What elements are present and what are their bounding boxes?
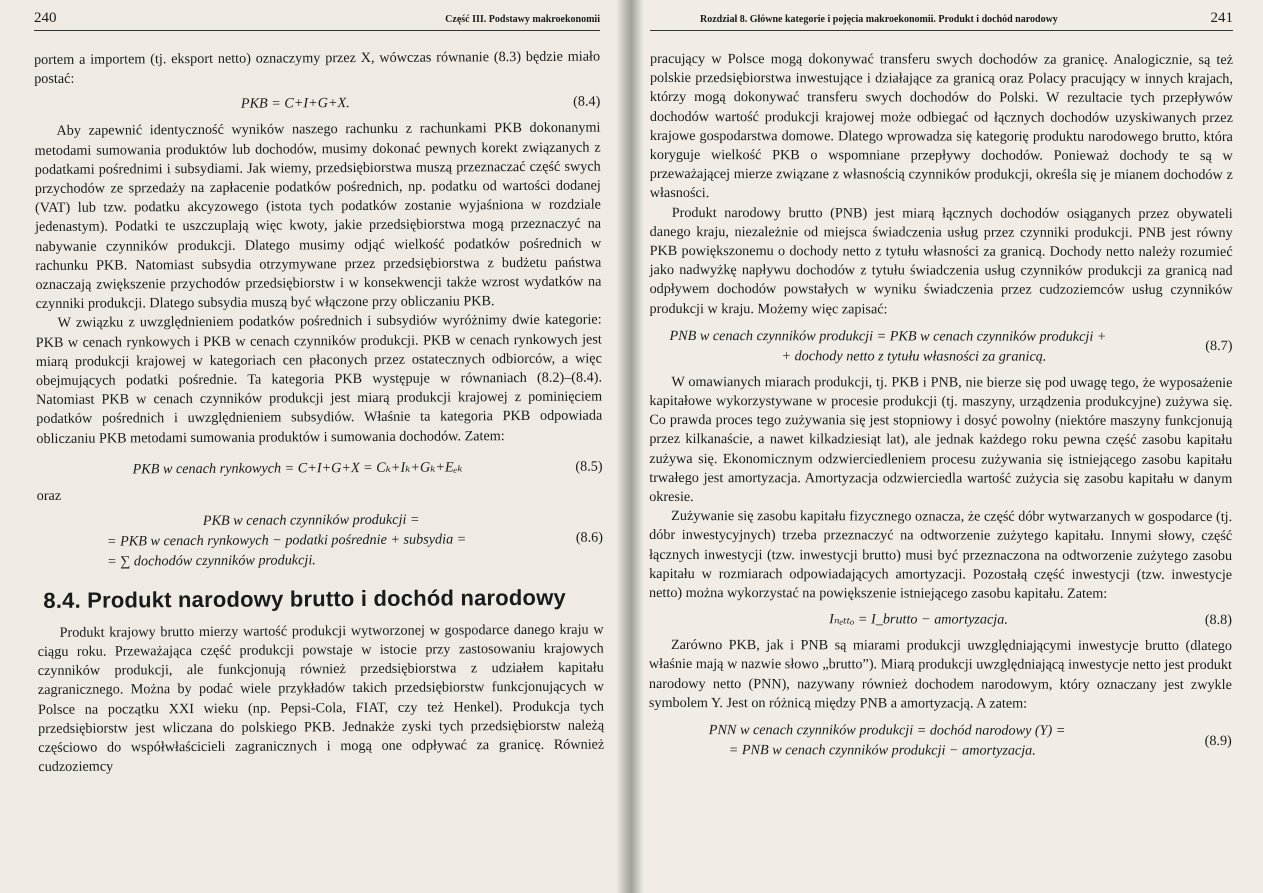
- paragraph: Produkt narodowy brutto (PNB) jest miarą łącznych dochodów osiąganych przez obywateli danego kraju, niezależnie od miejsca świadczenia usług przez czynniki produkcji. PNB jest równy PKB powiększonemu o dochody netto z tytułu własności za granicą. Dochody netto należy rozumieć jako nadwyżkę napływu dochodów z tytułu świadczenia usług czynników produkcji za granicą nad odpływem dochodów powstałych w wyniku świadczenia przez cudzoziemców usług czynników produkcji w kraju. Możemy więc zapisać:: [649, 204, 1233, 318]
- page-number-right: 241: [1210, 10, 1233, 26]
- paragraph: pracujący w Polsce mogą dokonywać transferu swych dochodów za granicę. Analogicznie, są też polskie przedsiębiorstwa inwestujące i działające za granicą oraz Polacy pracujący w innych krajach, którzy mogą dokonywać transferu swych dochodów do Polski. W rezultacie tych przepływów dochodów wartość produkcji krajowej może odbiegać od łącznych dochodów uzyskiwanych przez krajowe gospodarstwa domowe. Dlatego wprowadza się kategorię produktu narodowego brutto, która koryguje wielkość PKB o wspomniane przepływy dochodów. Ponieważ dochody te są w przeważającej mierze związane z własnością czynników produkcji, określa się je mianem dochodów z własności.: [649, 50, 1233, 202]
- equation-line: + dochody netto z tytułu własności za granicą.: [781, 348, 1047, 365]
- equation-line: PKB w cenach czynników produkcji =: [202, 511, 420, 529]
- section-heading: 8.4. Produkt narodowy brutto i dochód narodowy: [43, 584, 566, 613]
- equation-8-9: [649, 720, 1232, 761]
- right-page-content: [649, 50, 1233, 761]
- equation-number: (8.6): [575, 529, 604, 547]
- equation-number: (8.5): [575, 458, 603, 475]
- equation-8-4: [34, 93, 600, 115]
- equation-number: (8.4): [573, 93, 601, 111]
- connector-word: oraz: [36, 487, 62, 504]
- equation-8-8: [649, 610, 1232, 630]
- running-head-right: Rozdział 8. Główne kategorie i pojęcia makroekonomii. Produkt i dochód narodowy: [700, 14, 1058, 25]
- paragraph: Zarówno PKB, jak i PNB są miarami produkcji uwzględniającymi inwestycje brutto (dlatego właśnie mają w nazwie słowo „brutto”). Miarą produkcji uwzględniającą inwestycje netto jest produkt narodowy netto (PNN), nazywany również dochodem narodowym, który oznaczany jest zwykle symbolem Y. Jest on różnicą między PNB a amortyzacją. A zatem:: [648, 637, 1232, 712]
- page-number-left: 240: [34, 10, 57, 26]
- equation-8-5: [37, 457, 603, 479]
- left-page-header: [34, 10, 600, 31]
- equation-line: PNN w cenach czynników produkcji = dochód narodowy (Y) =: [708, 722, 1066, 739]
- equation-number: (8.9): [1204, 732, 1232, 749]
- equation-8-7: [649, 326, 1232, 367]
- equation-8-6: [37, 508, 603, 571]
- paragraph: W związku z uwzględnieniem podatków pośrednich i subsydiów wyróżnimy dwie kategorie: PKB w cenach rynkowych i PKB w cenach czynników produkcji. PKB w cenach rynkowych jest miarą produkcji krajowej w kategoriach cen płaconych przez ostatecznych odbiorców, a więc obejmujących podatki pośrednie. Ta kategoria PKB występuje w równaniach (8.2)–(8.4). Natomiast PKB w cenach czynników produkcji jest miarą produkcji krajowej z pominięciem podatków pośrednich i uwzględnieniem subsydiów. Właśnie ta kategoria PKB odpowiada obliczaniu PKB metodami sumowania produktów i sumowania dochodów. Zatem:: [35, 311, 603, 447]
- paragraph: Produkt krajowy brutto mierzy wartość produkcji wytworzonej w gospodarce danego kraju w ciągu roku. Przeważająca część produkcji powstaje w istocie przy zastosowaniu krajowych czynników produkcji, ale funkcjonują również przedsiębiorstwa z udziałem kapitału zagranicznego. Można by podać wiele przykładów takich przedsiębiorstw funkcjonujących w Polsce na początku XXI wieku (np. Pepsi-Cola, FIAT, czy też Henkel). Produkcja tych przedsiębiorstw jest wliczana do polskiego PKB. Jednakże zyski tych przedsiębiorstw należą częściowo do współwłaścicieli zagranicznych i mogą one odpływać za granicę. Również cudzoziemcy: [37, 621, 605, 776]
- paragraph: portem a importem (tj. eksport netto) oznaczymy przez X, wówczas równanie (8.3) będzie miało postać:: [34, 48, 601, 88]
- equation-number: (8.7): [1205, 338, 1233, 355]
- equation-formula: PKB = C+I+G+X.: [240, 95, 350, 113]
- running-head-left: Część III. Podstawy makroekonomii: [445, 14, 600, 25]
- equation-line: = PKB w cenach rynkowych − podatki pośrednie + subsydia =: [106, 531, 467, 550]
- right-page: [628, 0, 1263, 893]
- equation-formula: Iₙₑₜₜₒ = I_brutto − amortyzacja.: [829, 611, 1008, 628]
- equation-line: = ∑ dochodów czynników produkcji.: [107, 552, 316, 570]
- equation-formula: PKB w cenach rynkowych = C+I+G+X = Cₖ+Iₖ+Gₖ+Eₑₖ: [132, 459, 463, 478]
- paragraph: Zużywanie się zasobu kapitału fizycznego oznacza, że część dóbr wytwarzanych w gospodarce (tj. dóbr inwestycyjnych) trzeba przeznaczyć na odtworzenie zużytego kapitału. Innymi słowy, część łącznych inwestycji (tzw. inwestycji brutto) musi być przeznaczona na odtworzenie zużytego zasobu kapitału w rozmiarach odpowiadających amortyzacji. Pozostałą część inwestycji (tzw. inwestycje netto) można wykorzystać na powiększenie istniejącego zasobu kapitału. Zatem:: [649, 508, 1233, 602]
- left-page: [0, 0, 628, 893]
- equation-line: = PNB w cenach czynników produkcji − amortyzacja.: [728, 742, 1036, 759]
- equation-number: (8.8): [1204, 612, 1233, 629]
- book-gutter-shadow: [616, 0, 644, 893]
- left-page-content: [34, 48, 604, 778]
- paragraph: Aby zapewnić identyczność wyników naszego rachunku z rachunkami PKB dokonanymi metodami sumowania produktów lub dochodów, musimy dokonać pewnych korekt związanych z podatkami pośrednimi i subsydiami. Jak wiemy, przedsiębiorstwa muszą przeznaczać część swych przychodów ze sprzedaży na zapłacenie podatków pośrednich, np. podatku od wartości dodanej (VAT) lub tzw. podatku akcyzowego (istota tych podatków zostanie wyjaśniona w rozdziale jedenastym). Podatki te uszczuplają więc kwoty, jakie przedsiębiorstwa mogą przeznaczyć na nabywanie czynników produkcji. Dlatego musimy odjąć wielkość podatków pośrednich w rachunku PKB. Natomiast subsydia otrzymywane przez przedsiębiorstwa z budżetu państwa oznaczają zwiększenie przychodów przedsiębiorstw i w konsekwencji także wzrost wydatków na czynniki produkcji. Dlatego subsydia muszą być włączone przy obliczaniu PKB.: [34, 119, 602, 313]
- paragraph: W omawianych miarach produkcji, tj. PKB i PNB, nie bierze się pod uwagę tego, że wyposażenie kapitałowe wykorzystywane w procesie produkcji (tj. maszyny, urządzenia produkcyjne) zużywa się. Co prawda proces tego zużywania się jest stopniowy i dosyć powolny (niektóre maszyny funkcjonują przez kilkanaście, a nawet kilkadziesiąt lat), ale jednak każdego roku pewna część zasobu kapitału zużywa się. Ekonomicznym odzwierciedleniem procesu zużywania się istniejącego zasobu kapitału trwałego jest amortyzacja. Amortyzacja odzwierciedla wartość zużycia się zasobu kapitału w danym okresie.: [649, 373, 1233, 506]
- equation-line: PNB w cenach czynników produkcji = PKB w cenach czynników produkcji +: [669, 327, 1107, 345]
- right-page-header: [650, 10, 1233, 31]
